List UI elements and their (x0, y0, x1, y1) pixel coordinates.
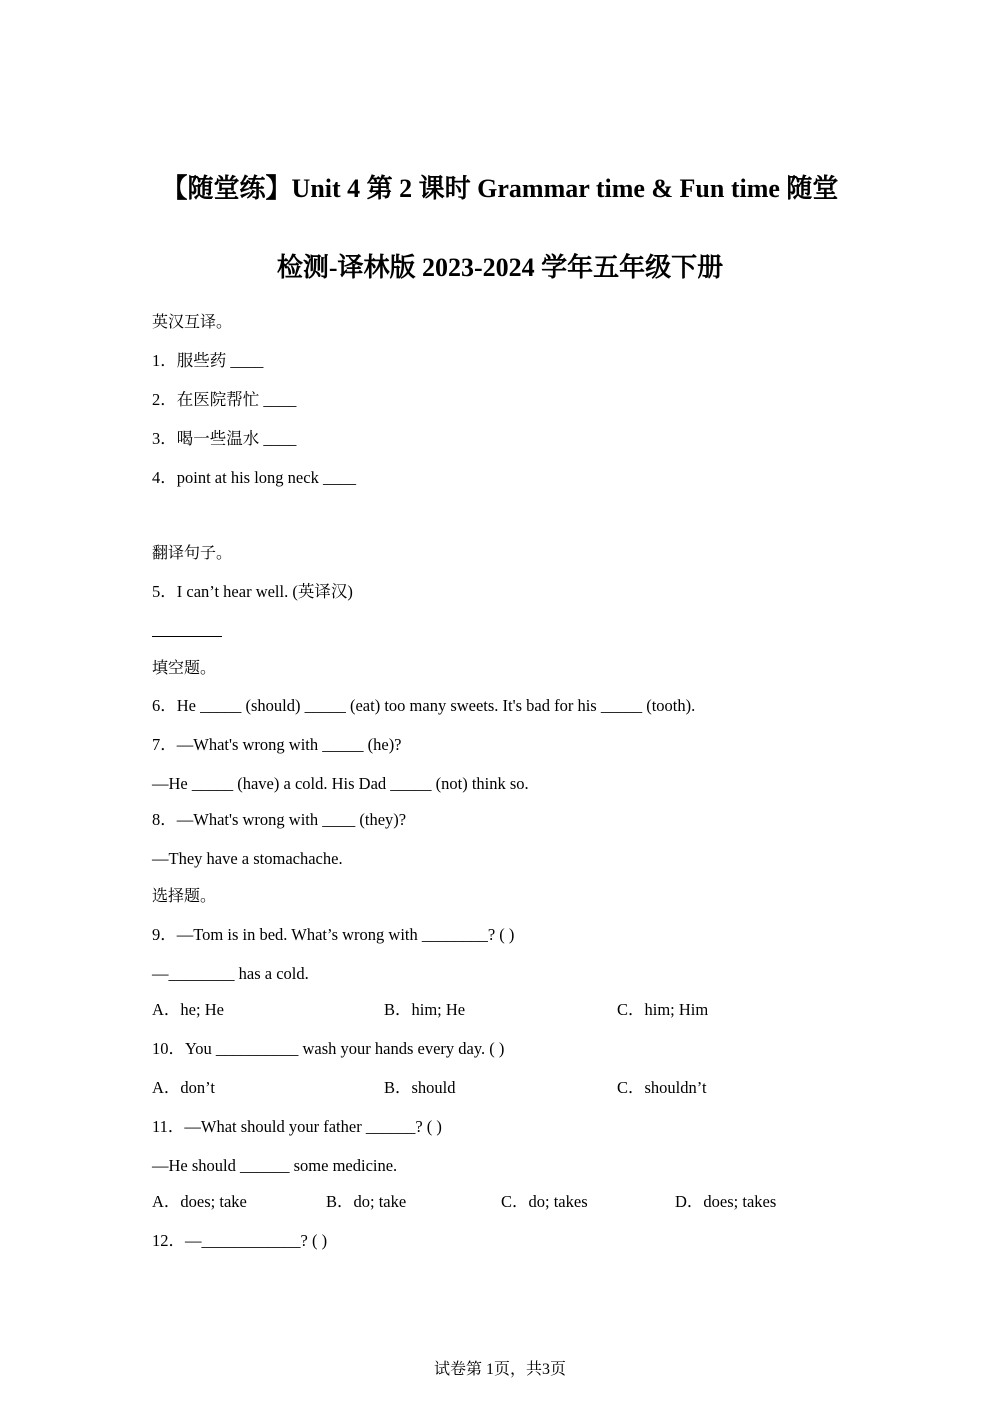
question-6: 6．He _____ (should) _____ (eat) too many sweets. It's bad for his _____ (tooth). (152, 696, 696, 715)
section-heading-multiple-choice: 选择题。 (152, 886, 217, 905)
question-10: 10．You __________ wash your hands every day. ( ) (152, 1039, 505, 1058)
question-10-option-b: B．should (384, 1078, 456, 1097)
section-heading-fill-in: 填空题。 (152, 658, 217, 677)
question-9-option-c: C．him; Him (617, 1000, 709, 1019)
question-5: 5．I can’t hear well. (英译汉) (152, 582, 353, 601)
question-11-option-d: D．does; takes (675, 1192, 777, 1211)
question-8-reply: —They have a stomachache. (152, 849, 343, 868)
question-9-option-b: B．him; He (384, 1000, 466, 1019)
question-11-reply: —He should ______ some medicine. (152, 1156, 398, 1175)
page-footer: 试卷第 1页，共3页 (433, 1361, 566, 1378)
question-8-prompt: 8．—What's wrong with ____ (they)? (152, 810, 407, 829)
question-4: 4．point at his long neck ____ (152, 468, 356, 487)
question-3: 3．喝一些温水 ____ (152, 429, 297, 448)
question-9-option-a: A．he; He (152, 1000, 224, 1019)
question-2: 2．在医院帮忙 ____ (152, 390, 297, 409)
question-7-prompt: 7．—What's wrong with _____ (he)? (152, 735, 402, 754)
question-1: 1．服些药 ____ (152, 351, 264, 370)
question-11-option-b: B．do; take (326, 1192, 407, 1211)
question-10-option-c: C．shouldn’t (617, 1078, 707, 1097)
question-9-reply: —________ has a cold. (152, 964, 309, 983)
question-9-prompt: 9．—Tom is in bed. What’s wrong with ________? ( ) (152, 925, 515, 944)
section-heading-translation: 英汉互译。 (152, 312, 233, 331)
question-11-option-c: C．do; takes (501, 1192, 588, 1211)
section-heading-sentences: 翻译句子。 (152, 543, 233, 562)
document-title-line-2: 检测-译林版 2023-2024 学年五年级下册 (276, 253, 724, 282)
document-title-line-1: 【随堂练】Unit 4 第 2 课时 Grammar time & Fun time 随堂 (161, 174, 839, 203)
question-11-prompt: 11．—What should your father ______? ( ) (152, 1117, 442, 1136)
question-7-reply: —He _____ (have) a cold. His Dad _____ (not) think so. (152, 774, 529, 793)
question-10-option-a: A．don’t (152, 1078, 215, 1097)
answer-line (152, 636, 222, 637)
question-12: 12．—____________? ( ) (152, 1231, 328, 1250)
question-11-option-a: A．does; take (152, 1192, 247, 1211)
